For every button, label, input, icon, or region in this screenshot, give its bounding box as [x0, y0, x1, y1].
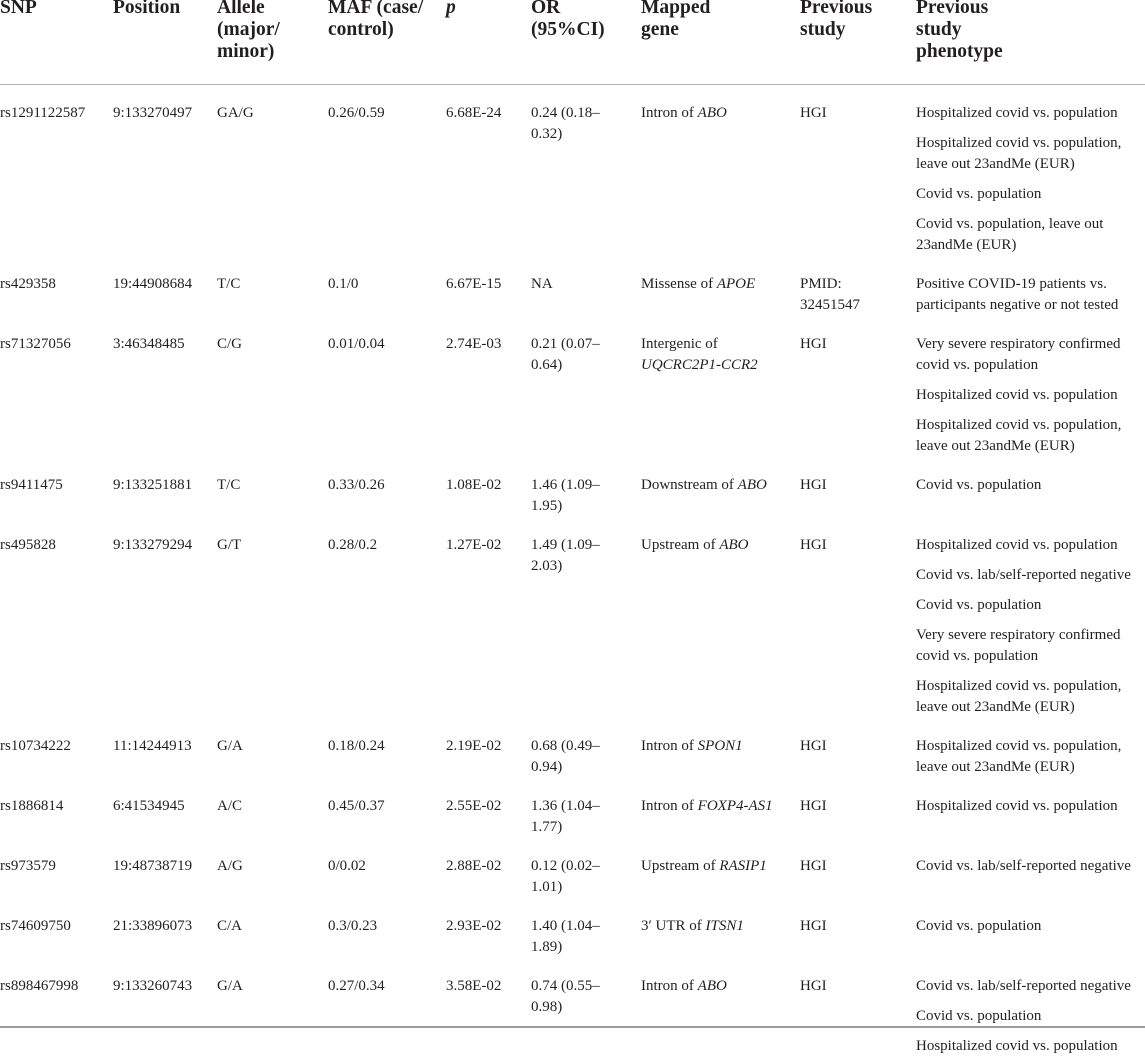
cell-snp: [0, 958, 113, 1057]
gene-name: ABO: [698, 105, 727, 121]
table-row: [0, 316, 1145, 457]
cell-phenotypes: [916, 838, 1145, 898]
gene-name: ABO: [738, 477, 767, 493]
cell-previous-study: [800, 718, 916, 778]
cell-p: [446, 457, 531, 517]
table-row: [0, 838, 1145, 898]
cell-snp: [0, 85, 113, 257]
table-row: [0, 85, 1145, 257]
cell-allele: [217, 256, 328, 316]
cell-maf: [328, 898, 446, 958]
cell-or-text: 0.74 (0.55–0.98): [531, 958, 611, 1018]
previous-study-text: HGI: [800, 718, 880, 757]
cell-allele: [217, 778, 328, 838]
cell-p-text: 1.08E-02: [446, 457, 504, 496]
cell-position: [113, 898, 217, 958]
cell-maf: [328, 85, 446, 257]
cell-allele-text: C/A: [217, 898, 328, 937]
cell-previous-study: [800, 457, 916, 517]
phenotype-list: [916, 718, 1145, 778]
cell-allele-text: T/C: [217, 256, 328, 295]
cell-maf: [328, 256, 446, 316]
cell-p: [446, 778, 531, 838]
cell-phenotypes: [916, 85, 1145, 257]
cell-snp-text: rs10734222: [0, 718, 113, 757]
cell-snp: [0, 778, 113, 838]
cell-maf-text: 0.33/0.26: [328, 457, 446, 496]
cell-snp-text: rs973579: [0, 838, 113, 877]
gene-context: Intergenic of: [641, 336, 718, 352]
header-row: [0, 0, 1145, 85]
cell-or: [531, 256, 641, 316]
cell-or-text: NA: [531, 256, 611, 295]
cell-maf-text: 0.18/0.24: [328, 718, 446, 757]
cell-mapped-gene: [641, 898, 800, 958]
cell-or: [531, 778, 641, 838]
cell-p-text: 6.68E-24: [446, 85, 504, 124]
cell-p-text: 6.67E-15: [446, 256, 504, 295]
gene-name: SPON1: [698, 738, 743, 754]
mapped-gene-text: [641, 85, 791, 124]
cell-previous-study: [800, 316, 916, 457]
phenotype-item: Covid vs. lab/self-reported negative: [916, 976, 1145, 997]
cell-position: [113, 718, 217, 778]
cell-or-text: 0.68 (0.49–0.94): [531, 718, 611, 778]
cell-maf-text: 0.45/0.37: [328, 778, 446, 817]
cell-phenotypes: [916, 778, 1145, 838]
cell-allele-text: C/G: [217, 316, 328, 355]
cell-or-text: 1.40 (1.04–1.89): [531, 898, 611, 958]
cell-p: [446, 517, 531, 718]
cell-or: [531, 898, 641, 958]
cell-p: [446, 958, 531, 1057]
cell-position: [113, 316, 217, 457]
cell-snp-text: rs9411475: [0, 457, 113, 496]
phenotype-item: Covid vs. population: [916, 595, 1145, 616]
cell-maf: [328, 958, 446, 1057]
cell-or: [531, 958, 641, 1057]
cell-allele-text: GA/G: [217, 85, 328, 124]
cell-p-text: 1.27E-02: [446, 517, 504, 556]
cell-allele: [217, 718, 328, 778]
phenotype-list: [916, 316, 1145, 457]
phenotype-list: [916, 958, 1145, 1057]
phenotype-item: Very severe respiratory confirmed covid vs. population: [916, 334, 1145, 376]
cell-snp: [0, 457, 113, 517]
cell-or-text: 0.21 (0.07–0.64): [531, 316, 611, 376]
cell-allele-text: G/A: [217, 958, 328, 997]
mapped-gene-text: [641, 778, 791, 817]
header-maf: MAF (case/ control): [328, 0, 446, 85]
cell-p-text: 3.58E-02: [446, 958, 504, 997]
cell-phenotypes: [916, 457, 1145, 517]
header-position: Position: [113, 0, 217, 85]
phenotype-list: [916, 778, 1145, 817]
table-row: [0, 898, 1145, 958]
cell-p: [446, 838, 531, 898]
cell-snp: [0, 718, 113, 778]
cell-position: [113, 778, 217, 838]
cell-allele-text: A/G: [217, 838, 328, 877]
previous-study-text: PMID: 32451547: [800, 256, 880, 316]
cell-position: [113, 256, 217, 316]
cell-maf-text: 0.27/0.34: [328, 958, 446, 997]
phenotype-item: Hospitalized covid vs. population, leave out 23andMe (EUR): [916, 133, 1145, 175]
phenotype-item: Covid vs. lab/self-reported negative: [916, 565, 1145, 586]
cell-snp-text: rs1291122587: [0, 85, 113, 124]
cell-allele-text: G/A: [217, 718, 328, 757]
gene-name: FOXP4-AS1: [698, 798, 773, 814]
cell-or: [531, 316, 641, 457]
cell-p-text: 2.88E-02: [446, 838, 504, 877]
gene-context: Missense of: [641, 276, 717, 292]
cell-allele: [217, 838, 328, 898]
cell-snp: [0, 316, 113, 457]
cell-or: [531, 718, 641, 778]
cell-previous-study: [800, 778, 916, 838]
cell-previous-study: [800, 256, 916, 316]
cell-position: [113, 958, 217, 1057]
cell-snp-text: rs1886814: [0, 778, 113, 817]
cell-maf-text: 0.28/0.2: [328, 517, 446, 556]
previous-study-text: HGI: [800, 85, 880, 124]
phenotype-item: Hospitalized covid vs. population, leave out 23andMe (EUR): [916, 736, 1145, 778]
cell-p-text: 2.55E-02: [446, 778, 504, 817]
cell-position: [113, 838, 217, 898]
gene-context: Intron of: [641, 738, 698, 754]
cell-p: [446, 256, 531, 316]
previous-study-text: HGI: [800, 517, 880, 556]
table-row: [0, 958, 1145, 1057]
mapped-gene-text: [641, 457, 791, 496]
phenotype-item: Hospitalized covid vs. population, leave out 23andMe (EUR): [916, 676, 1145, 718]
phenotype-list: [916, 85, 1145, 256]
gene-name: ABO: [719, 537, 748, 553]
cell-maf-text: 0.01/0.04: [328, 316, 446, 355]
cell-position-text: 11:14244913: [113, 718, 217, 757]
phenotype-item: Hospitalized covid vs. population: [916, 796, 1145, 817]
cell-mapped-gene: [641, 457, 800, 517]
cell-maf: [328, 718, 446, 778]
previous-study-text: HGI: [800, 457, 880, 496]
cell-phenotypes: [916, 958, 1145, 1057]
gene-name: UQCRC2P1-CCR2: [641, 357, 758, 373]
cell-p-text: 2.19E-02: [446, 718, 504, 757]
previous-study-text: HGI: [800, 778, 880, 817]
cell-position: [113, 517, 217, 718]
cell-maf: [328, 838, 446, 898]
cell-phenotypes: [916, 898, 1145, 958]
cell-p: [446, 85, 531, 257]
cell-previous-study: [800, 517, 916, 718]
cell-snp-text: rs71327056: [0, 316, 113, 355]
header-snp: SNP: [0, 0, 113, 85]
phenotype-item: Covid vs. population: [916, 184, 1145, 205]
cell-mapped-gene: [641, 256, 800, 316]
phenotype-item: Positive COVID-19 patients vs. participants negative or not tested: [916, 274, 1145, 316]
gene-context: Upstream of: [641, 858, 719, 874]
header-previous-study: Previous study: [800, 0, 916, 85]
cell-or: [531, 838, 641, 898]
cell-snp: [0, 838, 113, 898]
phenotype-item: Very severe respiratory confirmed covid vs. population: [916, 625, 1145, 667]
header-mapped-gene: Mapped gene: [641, 0, 800, 85]
gene-context: Intron of: [641, 978, 698, 994]
cell-snp-text: rs429358: [0, 256, 113, 295]
gene-context: 3′ UTR of: [641, 918, 706, 934]
gene-context: Upstream of: [641, 537, 719, 553]
cell-previous-study: [800, 898, 916, 958]
cell-mapped-gene: [641, 778, 800, 838]
cell-or: [531, 517, 641, 718]
cell-position-text: 6:41534945: [113, 778, 217, 817]
phenotype-item: Covid vs. population: [916, 1006, 1145, 1027]
cell-maf-text: 0/0.02: [328, 838, 446, 877]
gene-name: APOE: [717, 276, 755, 292]
gene-name: ABO: [698, 978, 727, 994]
phenotype-list: [916, 457, 1145, 496]
cell-phenotypes: [916, 316, 1145, 457]
phenotype-item: Hospitalized covid vs. population: [916, 1036, 1145, 1057]
table-row: [0, 718, 1145, 778]
gene-context: Downstream of: [641, 477, 738, 493]
phenotype-list: [916, 256, 1145, 316]
phenotype-list: [916, 838, 1145, 877]
cell-position-text: 21:33896073: [113, 898, 217, 937]
cell-previous-study: [800, 958, 916, 1057]
cell-position-text: 3:46348485: [113, 316, 217, 355]
phenotype-item: Hospitalized covid vs. population, leave out 23andMe (EUR): [916, 415, 1145, 457]
table-row: [0, 457, 1145, 517]
gene-context: Intron of: [641, 798, 698, 814]
cell-p: [446, 718, 531, 778]
header-p: p: [446, 0, 531, 85]
cell-allele: [217, 898, 328, 958]
cell-position-text: 19:44908684: [113, 256, 217, 295]
cell-or: [531, 457, 641, 517]
cell-p: [446, 316, 531, 457]
mapped-gene-text: [641, 958, 791, 997]
cell-previous-study: [800, 85, 916, 257]
cell-or-text: 1.46 (1.09–1.95): [531, 457, 611, 517]
gene-context: Intron of: [641, 105, 698, 121]
cell-position-text: 9:133260743: [113, 958, 217, 997]
previous-study-text: HGI: [800, 316, 880, 355]
cell-maf: [328, 517, 446, 718]
table-body: [0, 85, 1145, 1057]
phenotype-item: Covid vs. population: [916, 916, 1145, 937]
cell-p-text: 2.74E-03: [446, 316, 504, 355]
cell-mapped-gene: [641, 718, 800, 778]
cell-position: [113, 457, 217, 517]
mapped-gene-text: [641, 256, 791, 295]
header-phenotype: Previous study phenotype: [916, 0, 1145, 85]
phenotype-item: Covid vs. population: [916, 475, 1145, 496]
cell-maf-text: 0.3/0.23: [328, 898, 446, 937]
gene-name: RASIP1: [719, 858, 766, 874]
mapped-gene-text: [641, 898, 791, 937]
previous-study-text: HGI: [800, 958, 880, 997]
table-row: [0, 778, 1145, 838]
mapped-gene-text: [641, 517, 791, 556]
cell-or: [531, 85, 641, 257]
phenotype-list: [916, 517, 1145, 718]
cell-snp-text: rs74609750: [0, 898, 113, 937]
phenotype-list: [916, 898, 1145, 937]
cell-phenotypes: [916, 256, 1145, 316]
gene-name: ITSN1: [706, 918, 744, 934]
cell-phenotypes: [916, 718, 1145, 778]
phenotype-item: Hospitalized covid vs. population: [916, 103, 1145, 124]
cell-mapped-gene: [641, 517, 800, 718]
cell-position-text: 9:133270497: [113, 85, 217, 124]
cell-allele-text: A/C: [217, 778, 328, 817]
cell-allele: [217, 316, 328, 457]
cell-mapped-gene: [641, 958, 800, 1057]
cell-position: [113, 85, 217, 257]
phenotype-item: Hospitalized covid vs. population: [916, 385, 1145, 406]
header-allele: Allele (major/ minor): [217, 0, 328, 85]
phenotype-item: Covid vs. population, leave out 23andMe (EUR): [916, 214, 1145, 256]
cell-allele: [217, 958, 328, 1057]
previous-study-text: HGI: [800, 898, 880, 937]
cell-p: [446, 898, 531, 958]
cell-snp: [0, 517, 113, 718]
cell-maf: [328, 778, 446, 838]
phenotype-item: Covid vs. lab/self-reported negative: [916, 856, 1145, 877]
previous-study-text: HGI: [800, 838, 880, 877]
phenotype-item: Hospitalized covid vs. population: [916, 535, 1145, 556]
cell-allele: [217, 85, 328, 257]
cell-previous-study: [800, 838, 916, 898]
cell-mapped-gene: [641, 838, 800, 898]
cell-maf: [328, 457, 446, 517]
cell-mapped-gene: [641, 316, 800, 457]
cell-snp-text: rs495828: [0, 517, 113, 556]
table-row: [0, 256, 1145, 316]
mapped-gene-text: [641, 838, 791, 877]
cell-snp: [0, 898, 113, 958]
cell-maf-text: 0.26/0.59: [328, 85, 446, 124]
cell-allele-text: T/C: [217, 457, 328, 496]
header-or: OR (95%CI): [531, 0, 641, 85]
mapped-gene-text: [641, 718, 791, 757]
cell-or-text: 0.24 (0.18–0.32): [531, 85, 611, 145]
cell-or-text: 1.36 (1.04–1.77): [531, 778, 611, 838]
cell-position-text: 19:48738719: [113, 838, 217, 877]
cell-phenotypes: [916, 517, 1145, 718]
cell-mapped-gene: [641, 85, 800, 257]
cell-snp-text: rs898467998: [0, 958, 113, 997]
cell-position-text: 9:133251881: [113, 457, 217, 496]
cell-snp: [0, 256, 113, 316]
cell-allele: [217, 517, 328, 718]
mapped-gene-text: [641, 316, 791, 376]
cell-maf: [328, 316, 446, 457]
cell-or-text: 1.49 (1.09–2.03): [531, 517, 611, 577]
cell-p-text: 2.93E-02: [446, 898, 504, 937]
cell-position-text: 9:133279294: [113, 517, 217, 556]
cell-allele-text: G/T: [217, 517, 328, 556]
cell-allele: [217, 457, 328, 517]
cell-or-text: 0.12 (0.02–1.01): [531, 838, 611, 898]
table-row: [0, 517, 1145, 718]
cell-maf-text: 0.1/0: [328, 256, 446, 295]
